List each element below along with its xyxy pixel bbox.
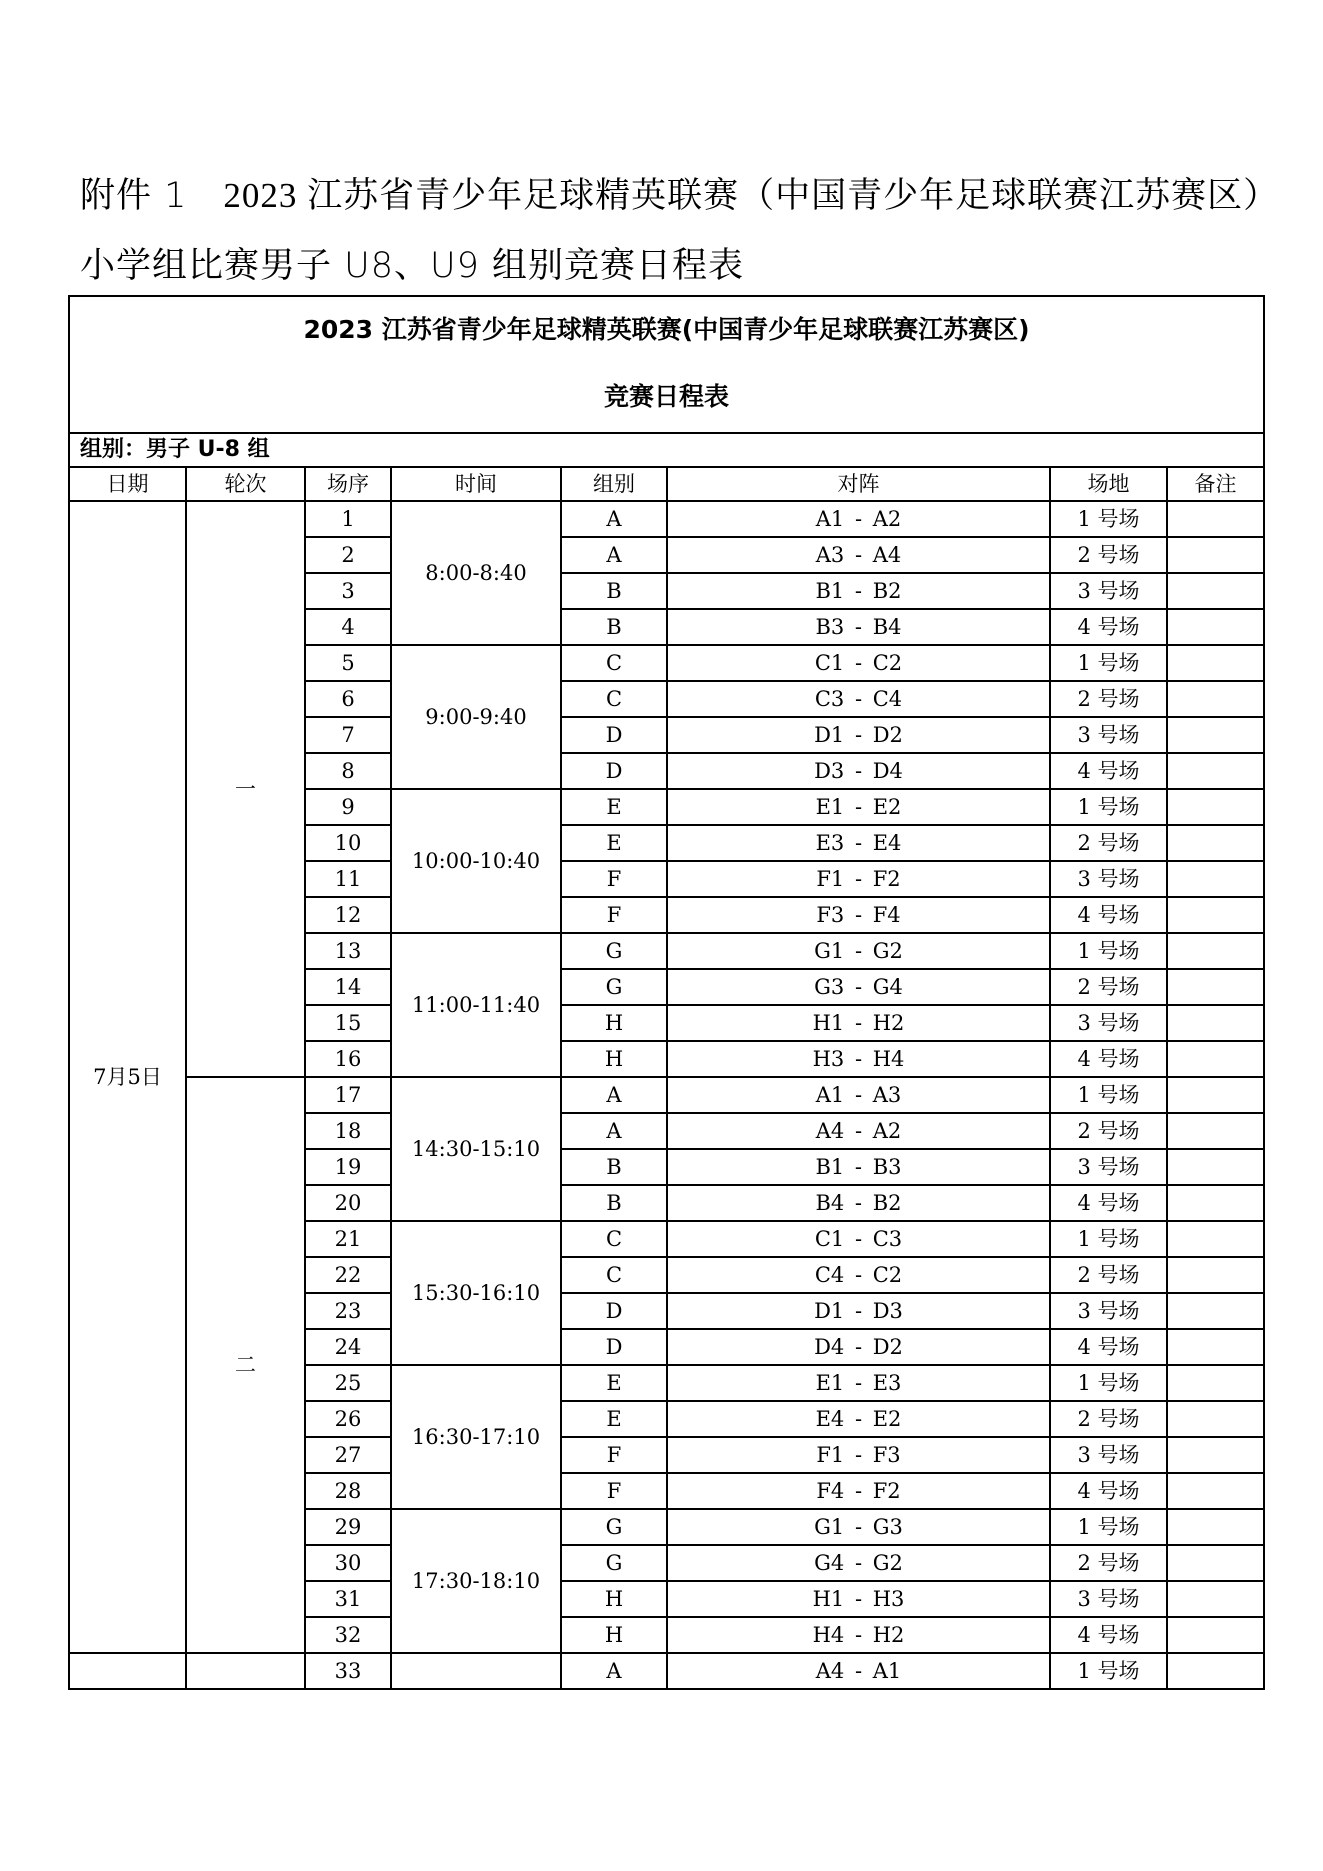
- time-cell: 9:00-9:40: [391, 645, 561, 789]
- table-subtitle: 竞赛日程表: [69, 362, 1264, 433]
- match-cell: H1 - H3: [667, 1581, 1050, 1617]
- note-cell: [1167, 681, 1264, 717]
- venue-cell: 2 号场: [1050, 1113, 1167, 1149]
- group-cell: H: [561, 1581, 667, 1617]
- venue-cell: 1 号场: [1050, 645, 1167, 681]
- note-cell: [1167, 1257, 1264, 1293]
- note-cell: [1167, 1545, 1264, 1581]
- venue-cell: 4 号场: [1050, 1617, 1167, 1653]
- attachment-prefix: 附件 1: [80, 176, 188, 216]
- match-cell: B1 - B2: [667, 573, 1050, 609]
- group-cell: B: [561, 1185, 667, 1221]
- venue-cell: 4 号场: [1050, 1473, 1167, 1509]
- date-cell: 7月5日: [69, 501, 186, 1653]
- match-number: 25: [305, 1365, 391, 1401]
- venue-cell: 3 号场: [1050, 861, 1167, 897]
- venue-cell: 2 号场: [1050, 537, 1167, 573]
- match-cell: F1 - F3: [667, 1437, 1050, 1473]
- time-cell: 17:30-18:10: [391, 1509, 561, 1653]
- column-header: 组别: [561, 467, 667, 501]
- group-cell: A: [561, 1077, 667, 1113]
- document-heading: [80, 168, 1280, 218]
- match-cell: D1 - D2: [667, 717, 1050, 753]
- group-cell: G: [561, 933, 667, 969]
- date-cell: [69, 1653, 186, 1689]
- match-number: 33: [305, 1653, 391, 1689]
- venue-cell: 3 号场: [1050, 1293, 1167, 1329]
- note-cell: [1167, 789, 1264, 825]
- note-cell: [1167, 933, 1264, 969]
- match-number: 4: [305, 609, 391, 645]
- venue-cell: 3 号场: [1050, 573, 1167, 609]
- time-cell: 16:30-17:10: [391, 1365, 561, 1509]
- venue-cell: 1 号场: [1050, 1653, 1167, 1689]
- group-cell: E: [561, 1365, 667, 1401]
- match-number: 7: [305, 717, 391, 753]
- group-cell: A: [561, 537, 667, 573]
- match-cell: A1 - A2: [667, 501, 1050, 537]
- note-cell: [1167, 825, 1264, 861]
- note-cell: [1167, 1113, 1264, 1149]
- note-cell: [1167, 1653, 1264, 1689]
- match-number: 13: [305, 933, 391, 969]
- match-cell: B4 - B2: [667, 1185, 1050, 1221]
- match-number: 24: [305, 1329, 391, 1365]
- match-cell: A4 - A2: [667, 1113, 1050, 1149]
- column-header: 场序: [305, 467, 391, 501]
- match-number: 16: [305, 1041, 391, 1077]
- match-number: 19: [305, 1149, 391, 1185]
- match-cell: E4 - E2: [667, 1401, 1050, 1437]
- match-cell: A4 - A1: [667, 1653, 1050, 1689]
- match-cell: H3 - H4: [667, 1041, 1050, 1077]
- match-cell: C1 - C2: [667, 645, 1050, 681]
- match-number: 28: [305, 1473, 391, 1509]
- schedule-table: [68, 295, 1265, 1690]
- table-title: 2023 江苏省青少年足球精英联赛(中国青少年足球联赛江苏赛区): [69, 296, 1264, 362]
- note-cell: [1167, 1581, 1264, 1617]
- venue-cell: 2 号场: [1050, 1257, 1167, 1293]
- group-cell: F: [561, 1437, 667, 1473]
- group-cell: E: [561, 825, 667, 861]
- group-cell: G: [561, 1545, 667, 1581]
- note-cell: [1167, 1401, 1264, 1437]
- group-cell: D: [561, 753, 667, 789]
- note-cell: [1167, 1077, 1264, 1113]
- match-cell: C1 - C3: [667, 1221, 1050, 1257]
- group-cell: F: [561, 1473, 667, 1509]
- match-cell: B3 - B4: [667, 609, 1050, 645]
- match-number: 32: [305, 1617, 391, 1653]
- venue-cell: 4 号场: [1050, 609, 1167, 645]
- note-cell: [1167, 1365, 1264, 1401]
- venue-cell: 1 号场: [1050, 789, 1167, 825]
- match-cell: C4 - C2: [667, 1257, 1050, 1293]
- venue-cell: 1 号场: [1050, 501, 1167, 537]
- note-cell: [1167, 1149, 1264, 1185]
- match-cell: E1 - E2: [667, 789, 1050, 825]
- table-row: [69, 1077, 1264, 1113]
- group-cell: C: [561, 645, 667, 681]
- match-number: 6: [305, 681, 391, 717]
- match-number: 15: [305, 1005, 391, 1041]
- match-number: 1: [305, 501, 391, 537]
- group-cell: B: [561, 609, 667, 645]
- column-header: 对阵: [667, 467, 1050, 501]
- group-cell: C: [561, 681, 667, 717]
- note-cell: [1167, 861, 1264, 897]
- match-cell: A1 - A3: [667, 1077, 1050, 1113]
- venue-cell: 4 号场: [1050, 1329, 1167, 1365]
- group-cell: A: [561, 501, 667, 537]
- group-cell: G: [561, 969, 667, 1005]
- note-cell: [1167, 1221, 1264, 1257]
- venue-cell: 2 号场: [1050, 681, 1167, 717]
- note-cell: [1167, 897, 1264, 933]
- column-header: 轮次: [186, 467, 305, 501]
- note-cell: [1167, 717, 1264, 753]
- match-cell: G4 - G2: [667, 1545, 1050, 1581]
- match-cell: E1 - E3: [667, 1365, 1050, 1401]
- match-number: 31: [305, 1581, 391, 1617]
- match-cell: D4 - D2: [667, 1329, 1050, 1365]
- venue-cell: 2 号场: [1050, 1545, 1167, 1581]
- group-cell: A: [561, 1653, 667, 1689]
- heading-title: 2023 江苏省青少年足球精英联赛（中国青少年足球联赛江苏赛区）: [223, 176, 1280, 215]
- venue-cell: 4 号场: [1050, 897, 1167, 933]
- venue-cell: 4 号场: [1050, 753, 1167, 789]
- match-number: 27: [305, 1437, 391, 1473]
- venue-cell: 3 号场: [1050, 1581, 1167, 1617]
- group-cell: C: [561, 1221, 667, 1257]
- group-cell: H: [561, 1005, 667, 1041]
- venue-cell: 3 号场: [1050, 717, 1167, 753]
- time-cell: 11:00-11:40: [391, 933, 561, 1077]
- venue-cell: 3 号场: [1050, 1005, 1167, 1041]
- time-cell: 14:30-15:10: [391, 1077, 561, 1221]
- time-cell: 10:00-10:40: [391, 789, 561, 933]
- group-cell: E: [561, 789, 667, 825]
- match-number: 23: [305, 1293, 391, 1329]
- document-subheading: [80, 238, 1260, 288]
- venue-cell: 2 号场: [1050, 969, 1167, 1005]
- match-cell: G1 - G2: [667, 933, 1050, 969]
- venue-cell: 1 号场: [1050, 1077, 1167, 1113]
- match-number: 22: [305, 1257, 391, 1293]
- note-cell: [1167, 753, 1264, 789]
- match-cell: H4 - H2: [667, 1617, 1050, 1653]
- note-cell: [1167, 1293, 1264, 1329]
- note-cell: [1167, 1185, 1264, 1221]
- match-cell: A3 - A4: [667, 537, 1050, 573]
- round-cell: 二: [186, 1077, 305, 1653]
- match-number: 30: [305, 1545, 391, 1581]
- venue-cell: 4 号场: [1050, 1041, 1167, 1077]
- table-row: [69, 1653, 1264, 1689]
- column-header: 备注: [1167, 467, 1264, 501]
- round-cell: 一: [186, 501, 305, 1077]
- group-cell: B: [561, 1149, 667, 1185]
- note-cell: [1167, 573, 1264, 609]
- match-number: 14: [305, 969, 391, 1005]
- note-cell: [1167, 1005, 1264, 1041]
- match-cell: D3 - D4: [667, 753, 1050, 789]
- match-cell: H1 - H2: [667, 1005, 1050, 1041]
- venue-cell: 1 号场: [1050, 1221, 1167, 1257]
- note-cell: [1167, 969, 1264, 1005]
- match-number: 2: [305, 537, 391, 573]
- match-number: 10: [305, 825, 391, 861]
- match-number: 20: [305, 1185, 391, 1221]
- group-label: 组别：男子 U-8 组: [69, 433, 1264, 467]
- match-number: 5: [305, 645, 391, 681]
- match-number: 17: [305, 1077, 391, 1113]
- time-cell: [391, 1653, 561, 1689]
- note-cell: [1167, 645, 1264, 681]
- group-cell: D: [561, 717, 667, 753]
- venue-cell: 2 号场: [1050, 1401, 1167, 1437]
- group-cell: F: [561, 861, 667, 897]
- match-number: 3: [305, 573, 391, 609]
- venue-cell: 1 号场: [1050, 1509, 1167, 1545]
- venue-cell: 4 号场: [1050, 1185, 1167, 1221]
- match-cell: F1 - F2: [667, 861, 1050, 897]
- group-cell: E: [561, 1401, 667, 1437]
- heading-line2: 小学组比赛男子 U8、U9 组别竞赛日程表: [80, 246, 745, 286]
- match-cell: C3 - C4: [667, 681, 1050, 717]
- match-cell: G1 - G3: [667, 1509, 1050, 1545]
- group-cell: C: [561, 1257, 667, 1293]
- match-number: 9: [305, 789, 391, 825]
- note-cell: [1167, 1473, 1264, 1509]
- time-cell: 8:00-8:40: [391, 501, 561, 645]
- note-cell: [1167, 1041, 1264, 1077]
- venue-cell: 3 号场: [1050, 1149, 1167, 1185]
- match-number: 26: [305, 1401, 391, 1437]
- venue-cell: 2 号场: [1050, 825, 1167, 861]
- table-row: [69, 501, 1264, 537]
- match-cell: F3 - F4: [667, 897, 1050, 933]
- venue-cell: 3 号场: [1050, 1437, 1167, 1473]
- match-cell: G3 - G4: [667, 969, 1050, 1005]
- group-cell: H: [561, 1617, 667, 1653]
- round-cell: [186, 1653, 305, 1689]
- group-cell: A: [561, 1113, 667, 1149]
- group-cell: D: [561, 1329, 667, 1365]
- match-number: 18: [305, 1113, 391, 1149]
- match-number: 21: [305, 1221, 391, 1257]
- column-header: 日期: [69, 467, 186, 501]
- match-cell: D1 - D3: [667, 1293, 1050, 1329]
- match-cell: E3 - E4: [667, 825, 1050, 861]
- note-cell: [1167, 537, 1264, 573]
- match-number: 11: [305, 861, 391, 897]
- header-row: [69, 467, 1264, 501]
- match-number: 8: [305, 753, 391, 789]
- note-cell: [1167, 1329, 1264, 1365]
- group-cell: H: [561, 1041, 667, 1077]
- group-cell: G: [561, 1509, 667, 1545]
- note-cell: [1167, 501, 1264, 537]
- group-cell: B: [561, 573, 667, 609]
- note-cell: [1167, 1617, 1264, 1653]
- match-number: 29: [305, 1509, 391, 1545]
- match-cell: B1 - B3: [667, 1149, 1050, 1185]
- group-cell: F: [561, 897, 667, 933]
- group-cell: D: [561, 1293, 667, 1329]
- note-cell: [1167, 609, 1264, 645]
- venue-cell: 1 号场: [1050, 1365, 1167, 1401]
- match-number: 12: [305, 897, 391, 933]
- match-cell: F4 - F2: [667, 1473, 1050, 1509]
- note-cell: [1167, 1509, 1264, 1545]
- column-header: 时间: [391, 467, 561, 501]
- time-cell: 15:30-16:10: [391, 1221, 561, 1365]
- venue-cell: 1 号场: [1050, 933, 1167, 969]
- note-cell: [1167, 1437, 1264, 1473]
- column-header: 场地: [1050, 467, 1167, 501]
